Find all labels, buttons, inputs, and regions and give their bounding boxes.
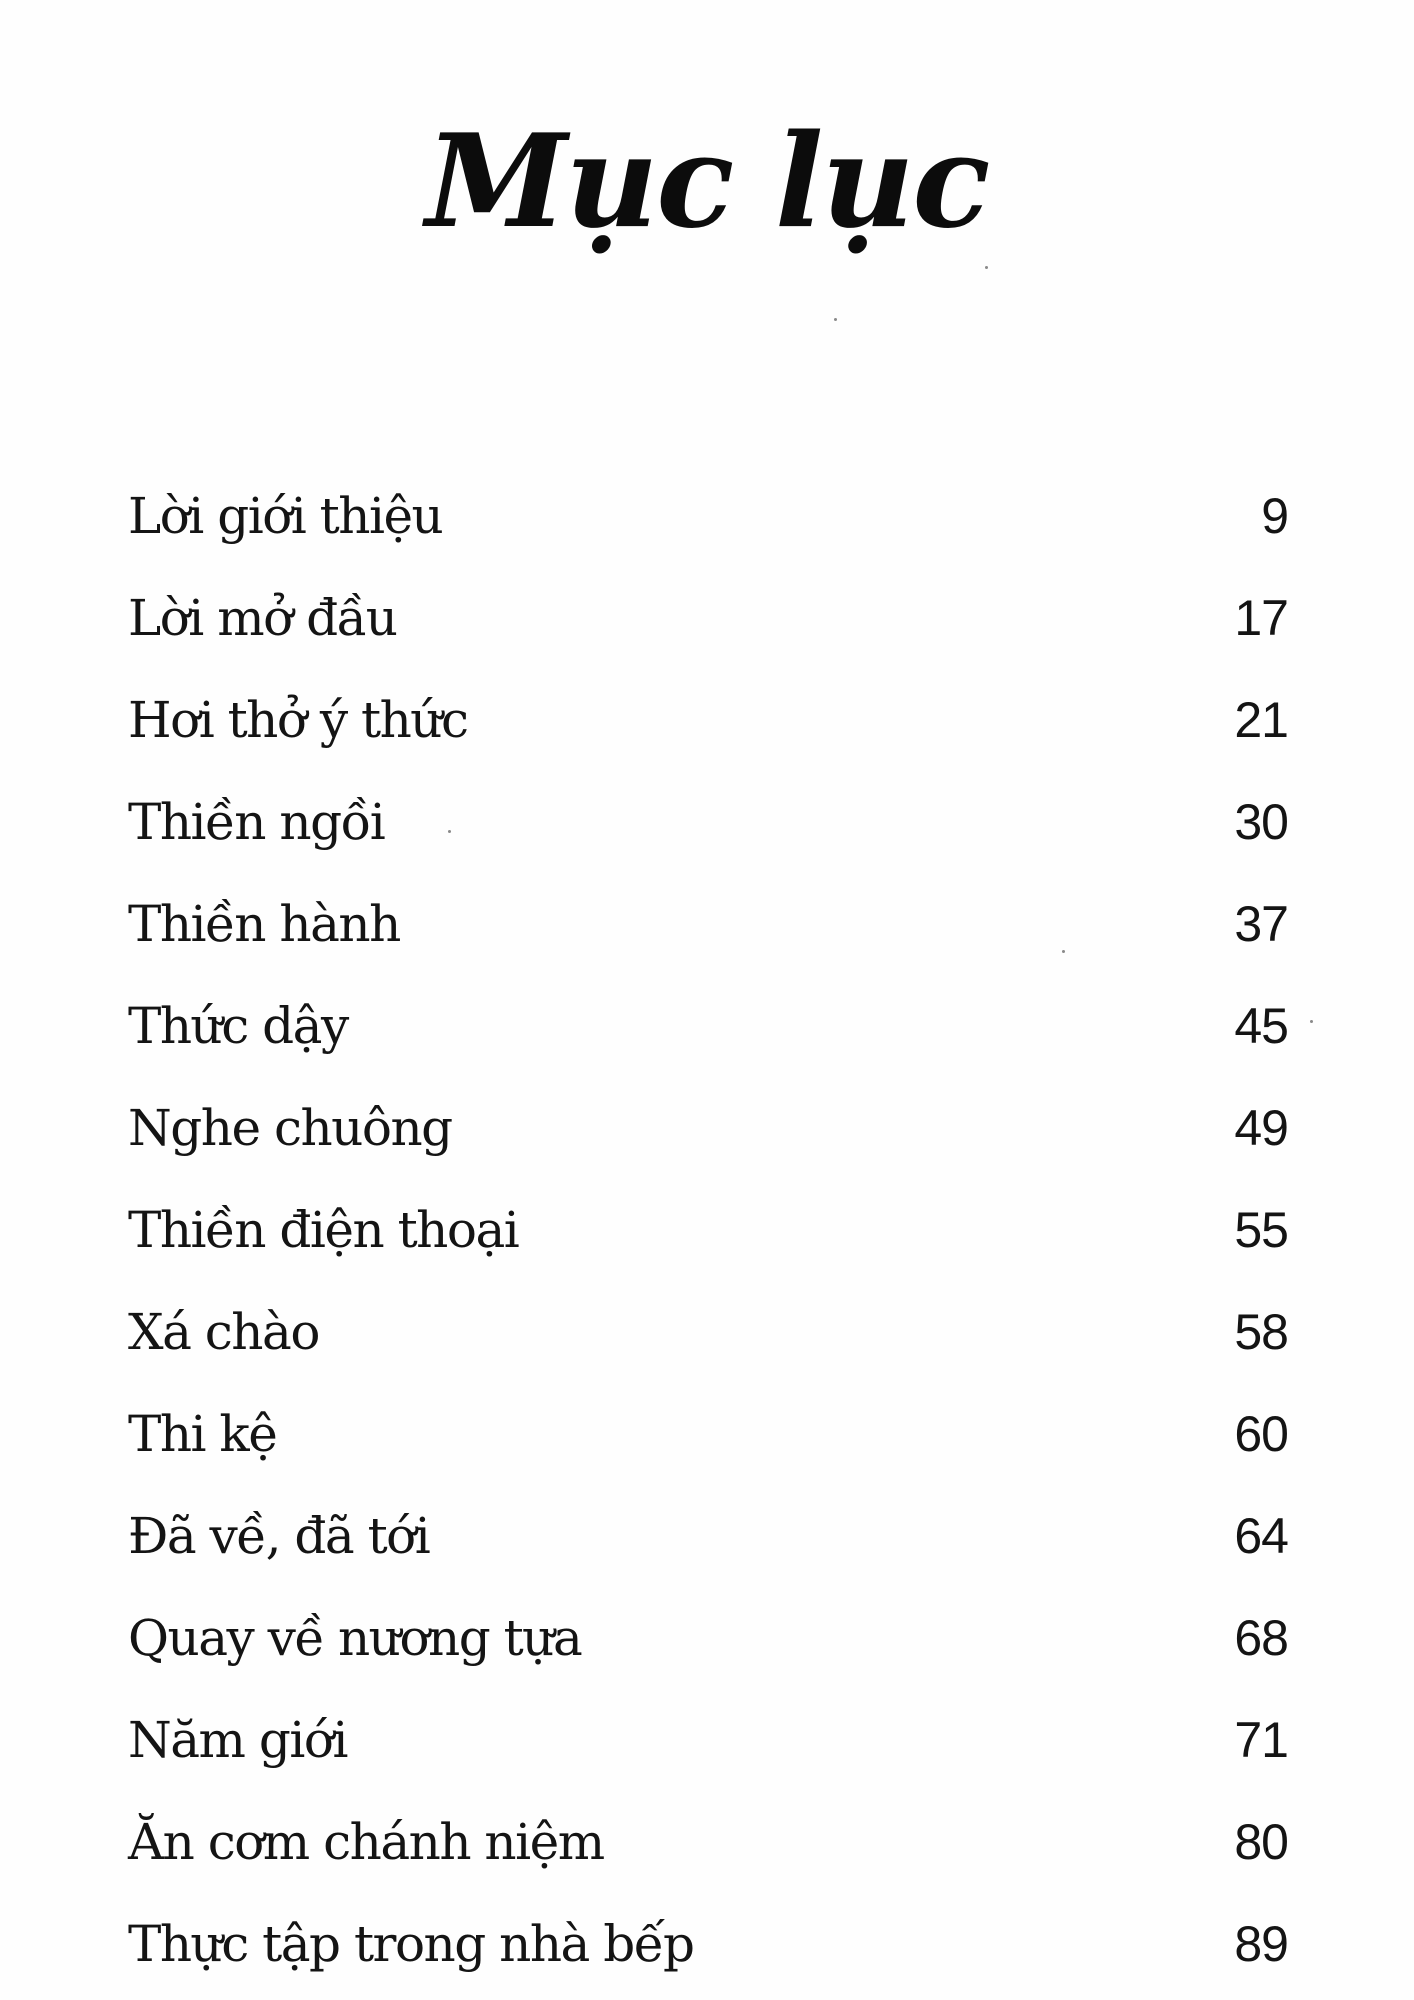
toc-entry-page-number: 9 [1261, 488, 1288, 544]
toc-entry[interactable] [128, 1077, 1288, 1179]
toc-entry-title: Lời giới thiệu [128, 487, 443, 545]
toc-entry-page-number: 58 [1234, 1304, 1288, 1360]
toc-entry[interactable] [128, 1383, 1288, 1485]
toc-entry-title: Thiền điện thoại [128, 1201, 519, 1259]
toc-entry-page-number: 21 [1234, 692, 1288, 748]
toc-entry-page-number: 64 [1234, 1508, 1288, 1564]
toc-entry[interactable] [128, 669, 1288, 771]
toc-entry-title: Quay về nương tựa [128, 1609, 582, 1667]
toc-entry[interactable] [128, 1587, 1288, 1689]
toc-entry-page-number: 60 [1234, 1406, 1288, 1462]
toc-entry-page-number: 30 [1234, 794, 1288, 850]
toc-entry[interactable] [128, 1281, 1288, 1383]
scan-speck [834, 318, 837, 321]
toc-entry[interactable] [128, 465, 1288, 567]
page-title: Mục lục [425, 107, 989, 257]
scan-speck [1310, 1020, 1313, 1023]
toc-entry-title: Nghe chuông [128, 1099, 452, 1157]
toc-entry-title: Ăn cơm chánh niệm [128, 1813, 604, 1871]
toc-entry[interactable] [128, 873, 1288, 975]
toc-entry-page-number: 71 [1234, 1712, 1288, 1768]
scan-speck [448, 830, 451, 833]
scan-speck [985, 266, 988, 269]
toc-entry[interactable] [128, 1791, 1288, 1893]
toc-entry[interactable] [128, 1485, 1288, 1587]
toc-entry-title: Thức dậy [128, 997, 348, 1055]
toc-entry-title: Lời mở đầu [128, 589, 397, 647]
toc-entry-page-number: 68 [1234, 1610, 1288, 1666]
toc-entry-title: Thực tập trong nhà bếp [128, 1915, 694, 1973]
toc-entry-title: Năm giới [128, 1711, 347, 1769]
toc-entry[interactable] [128, 1689, 1288, 1791]
scan-speck [1062, 950, 1065, 953]
toc-entry[interactable] [128, 1893, 1288, 1995]
toc-entry-title: Thiền ngồi [128, 793, 385, 851]
toc-entry[interactable] [128, 975, 1288, 1077]
toc-entry-page-number: 80 [1234, 1814, 1288, 1870]
toc-entry-page-number: 45 [1234, 998, 1288, 1054]
toc-entry-page-number: 37 [1234, 896, 1288, 952]
toc-entry[interactable] [128, 1179, 1288, 1281]
toc-entry-page-number: 55 [1234, 1202, 1288, 1258]
toc-entry-title: Đã về, đã tới [128, 1507, 430, 1565]
toc-entry-title: Hơi thở ý thức [128, 691, 468, 749]
toc-entry-title: Thi kệ [128, 1405, 277, 1463]
table-of-contents [128, 465, 1288, 1995]
toc-entry[interactable] [128, 771, 1288, 873]
toc-entry-page-number: 17 [1234, 590, 1288, 646]
toc-entry-title: Xá chào [128, 1303, 319, 1361]
toc-entry-page-number: 49 [1234, 1100, 1288, 1156]
toc-entry-page-number: 89 [1234, 1916, 1288, 1972]
toc-entry-title: Thiền hành [128, 895, 400, 953]
toc-entry[interactable] [128, 567, 1288, 669]
